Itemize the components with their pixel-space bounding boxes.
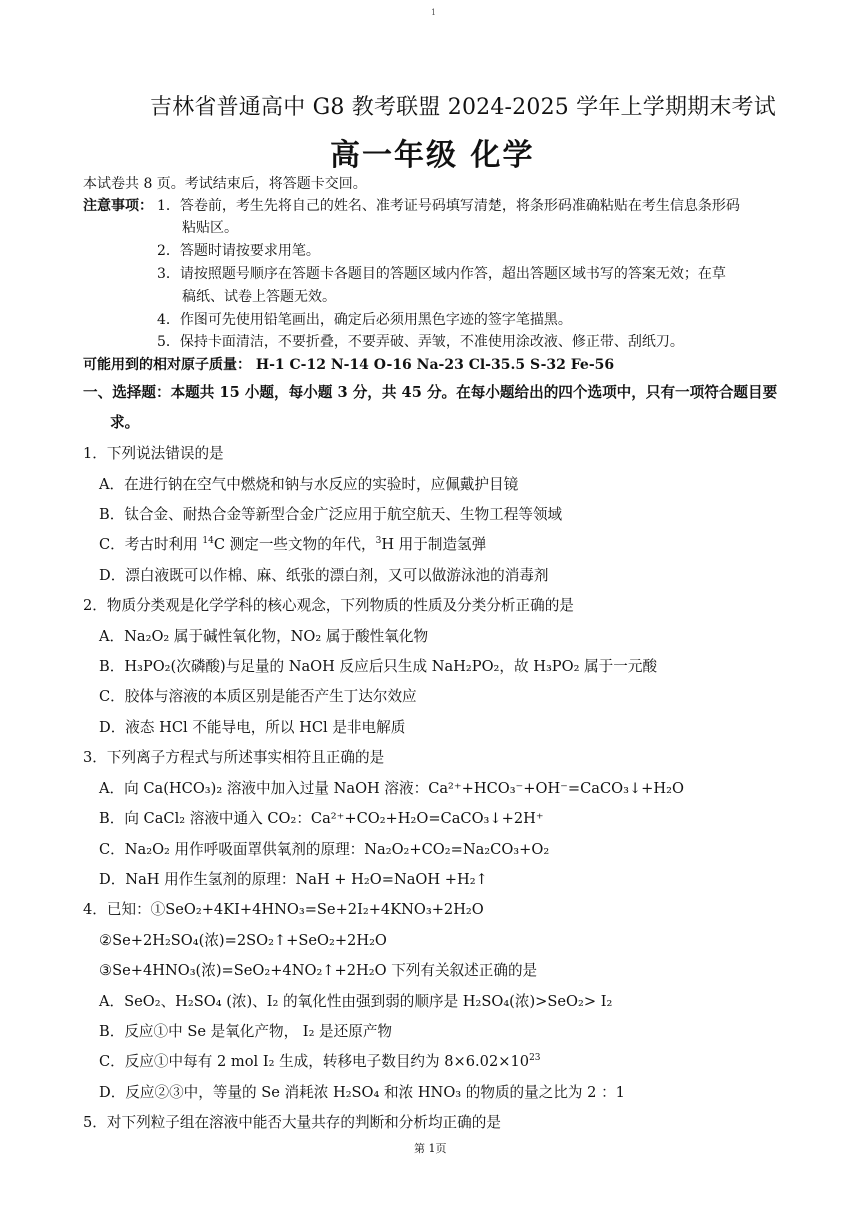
atomic-masses: 可能用到的相对原子质量： H-1 C-12 N-14 O-16 Na-23 Cl-35.5 S-32 Fe-56 — [83, 357, 615, 373]
option-text: C．反应①中每有 2 mol I₂ 生成，转移电子数目约为 8×6.02×10 — [99, 1053, 530, 1070]
note-item: 1．答卷前，考生先将自己的姓名、准考证号码填写清楚，将条形码准确粘贴在考生信息条形码 — [157, 198, 740, 214]
answer-option: C．Na₂O₂ 用作呼吸面罩供氧剂的原理：Na₂O₂+CO₂=Na₂CO₃+O₂ — [99, 841, 550, 858]
answer-option: B．向 CaCl₂ 溶液中通入 CO₂：Ca²⁺+CO₂+H₂O=CaCO₃↓+2H⁺ — [99, 810, 544, 827]
exam-title: 吉林省普通高中 G8 教考联盟 2024-2025 学年上学期期末考试 — [150, 95, 776, 120]
exponent: 23 — [529, 1053, 541, 1064]
section-heading-cont: 求。 — [110, 414, 140, 431]
page-footer: 第 1页 — [414, 1142, 447, 1155]
note-item: 稿纸、试卷上答题无效。 — [182, 289, 336, 305]
answer-option: A．向 Ca(HCO₃)₂ 溶液中加入过量 NaOH 溶液：Ca²⁺+HCO₃⁻+OH⁻=CaCO₃↓+H₂O — [99, 780, 684, 797]
question-stem: 5．对下列粒子组在溶液中能否大量共存的判断和分析均正确的是 — [83, 1114, 501, 1131]
option-text: H 用于制造氢弹 — [381, 536, 487, 553]
exam-subject: 高一年级 化学 — [330, 138, 535, 173]
note-item: 4．作图可先使用铅笔画出，确定后必须用黑色字迹的签字笔描黑。 — [157, 312, 572, 328]
page-marker: 1 — [431, 8, 437, 17]
answer-option: B．反应①中 Se 是氧化产物， I₂ 是还原产物 — [99, 1023, 393, 1040]
equation-line: ②Se+2H₂SO₄(浓)=2SO₂↑+SeO₂+2H₂O — [99, 932, 387, 949]
answer-option: A．在进行钠在空气中燃烧和钠与水反应的实验时，应佩戴护目镜 — [99, 476, 519, 493]
exam-intro: 本试卷共 8 页。考试结束后，将答题卡交回。 — [83, 176, 367, 192]
note-item: 2．答题时请按要求用笔。 — [157, 243, 320, 259]
answer-option: B．钛合金、耐热合金等新型合金广泛应用于航空航天、生物工程等领域 — [99, 506, 563, 523]
isotope-mass: 14 — [202, 536, 214, 547]
answer-option — [99, 1050, 541, 1071]
question-stem: 1．下列说法错误的是 — [83, 445, 224, 462]
note-item: 3．请按照题号顺序在答题卡各题目的答题区域内作答，超出答题区域书写的答案无效；在草 — [157, 266, 726, 282]
notes-label: 注意事项： — [83, 198, 153, 214]
option-text: C．考古时利用 — [99, 536, 203, 553]
answer-option: A．SeO₂、H₂SO₄ (浓)、I₂ 的氧化性由强到弱的顺序是 H₂SO₄(浓)>SeO₂> I₂ — [99, 993, 613, 1010]
answer-option: D．反应②③中，等量的 Se 消耗浓 H₂SO₄ 和浓 HNO₃ 的物质的量之比为 2 ：1 — [99, 1084, 625, 1101]
note-item: 粘贴区。 — [182, 220, 238, 236]
answer-option: D．液态 HCl 不能导电，所以 HCl 是非电解质 — [99, 719, 406, 736]
answer-option — [99, 533, 486, 554]
question-stem: 3．下列离子方程式与所述事实相符且正确的是 — [83, 749, 385, 766]
answer-option: C．胶体与溶液的本质区别是能否产生丁达尔效应 — [99, 688, 417, 705]
answer-option: D．漂白液既可以作棉、麻、纸张的漂白剂，又可以做游泳池的消毒剂 — [99, 567, 549, 584]
section-heading: 一、选择题：本题共 15 小题，每小题 3 分，共 45 分。在每小题给出的四个选项中，只有一项符合题目要 — [83, 384, 778, 401]
question-stem: 2．物质分类观是化学学科的核心观念，下列物质的性质及分类分析正确的是 — [83, 597, 574, 614]
equation-line: ③Se+4HNO₃(浓)=SeO₂+4NO₂↑+2H₂O 下列有关叙述正确的是 — [99, 962, 538, 979]
note-item: 5．保持卡面清洁，不要折叠，不要弄破、弄皱，不准使用涂改液、修正带、刮纸刀。 — [157, 334, 684, 350]
isotope-mass: 3 — [375, 536, 382, 547]
answer-option: B．H₃PO₂(次磷酸)与足量的 NaOH 反应后只生成 NaH₂PO₂，故 H₃PO₂ 属于一元酸 — [99, 658, 658, 675]
question-stem: 4．已知：①SeO₂+4KI+4HNO₃=Se+2I₂+4KNO₃+2H₂O — [83, 901, 484, 918]
answer-option: D．NaH 用作生氢剂的原理：NaH + H₂O=NaOH +H₂↑ — [99, 871, 488, 888]
answer-option: A．Na₂O₂ 属于碱性氧化物，NO₂ 属于酸性氧化物 — [99, 628, 429, 645]
option-text: C 测定一些文物的年代， — [213, 536, 376, 553]
